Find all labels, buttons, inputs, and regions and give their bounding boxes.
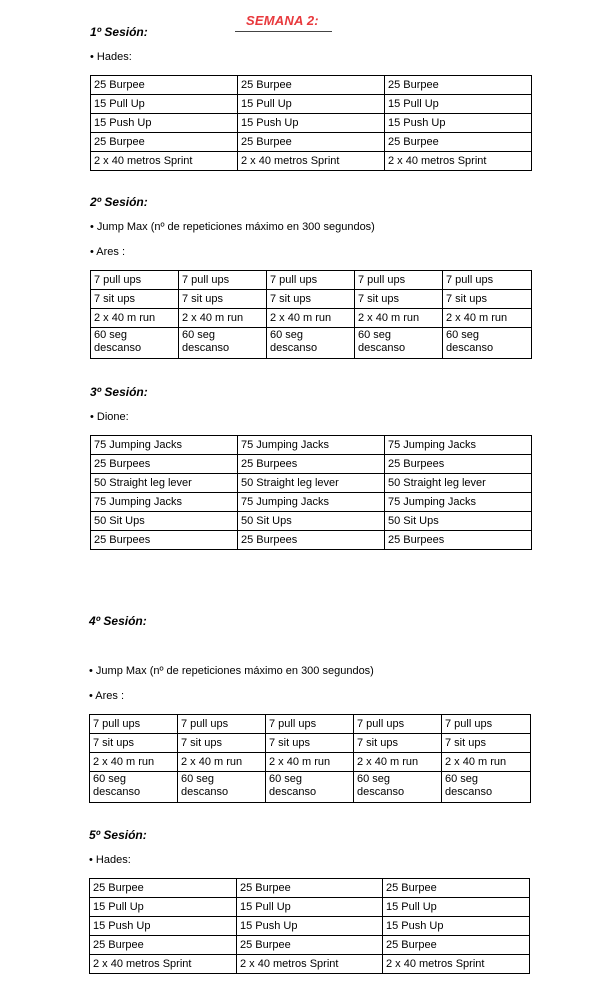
table-row: [91, 436, 532, 455]
table-cell: 7 pull ups: [354, 715, 442, 734]
table-cell: 2 x 40 m run: [90, 753, 178, 772]
table-cell: 60 seg descanso: [178, 772, 266, 803]
session-4-table-body: [90, 715, 531, 803]
session-1-heading: 1º Sesión:: [90, 25, 148, 39]
session-4-table: [89, 714, 531, 803]
table-cell: 7 pull ups: [443, 271, 532, 290]
session-2-heading: 2º Sesión:: [90, 195, 148, 209]
table-row: [90, 734, 531, 753]
table-cell: 60 seg descanso: [267, 328, 355, 359]
table-cell: 15 Push Up: [90, 917, 237, 936]
table-cell: 60 seg descanso: [90, 772, 178, 803]
table-cell: 15 Pull Up: [385, 95, 532, 114]
table-row: [91, 152, 532, 171]
table-cell: 7 sit ups: [267, 290, 355, 309]
table-cell: 15 Pull Up: [90, 898, 237, 917]
table-cell: 50 Sit Ups: [91, 512, 238, 531]
table-cell: 7 pull ups: [90, 715, 178, 734]
table-row: [90, 772, 531, 803]
table-cell: 50 Straight leg lever: [385, 474, 532, 493]
table-cell: 15 Push Up: [91, 114, 238, 133]
table-cell: 75 Jumping Jacks: [238, 493, 385, 512]
table-cell: 7 pull ups: [178, 715, 266, 734]
table-cell: 50 Sit Ups: [385, 512, 532, 531]
session-5-table-body: [90, 879, 530, 974]
table-cell: 2 x 40 m run: [443, 309, 532, 328]
table-cell: 75 Jumping Jacks: [238, 436, 385, 455]
table-row: [91, 309, 532, 328]
session-3-heading: 3º Sesión:: [90, 385, 148, 399]
table-cell: 2 x 40 metros Sprint: [90, 955, 237, 974]
table-cell: 7 sit ups: [91, 290, 179, 309]
table-cell: 7 pull ups: [179, 271, 267, 290]
session-5-heading: 5º Sesión:: [89, 828, 147, 842]
table-cell: 25 Burpee: [90, 879, 237, 898]
table-cell: 25 Burpee: [90, 936, 237, 955]
table-row: [91, 493, 532, 512]
table-cell: 25 Burpees: [238, 455, 385, 474]
table-row: [91, 133, 532, 152]
table-cell: 2 x 40 metros Sprint: [237, 955, 383, 974]
table-cell: 25 Burpee: [237, 879, 383, 898]
table-cell: 15 Pull Up: [237, 898, 383, 917]
table-cell: 7 sit ups: [179, 290, 267, 309]
table-row: [91, 328, 532, 359]
table-cell: 7 sit ups: [178, 734, 266, 753]
table-cell: 2 x 40 m run: [354, 753, 442, 772]
table-row: [90, 715, 531, 734]
session-2-table: [90, 270, 532, 359]
table-cell: 7 pull ups: [355, 271, 443, 290]
table-cell: 2 x 40 metros Sprint: [238, 152, 385, 171]
table-cell: 25 Burpee: [383, 936, 530, 955]
table-cell: 25 Burpees: [385, 455, 532, 474]
table-cell: 60 seg descanso: [443, 328, 532, 359]
table-cell: 60 seg descanso: [442, 772, 531, 803]
session-2-jump-max-line: • Jump Max (nº de repeticiones máximo en 300 segundos): [90, 221, 375, 233]
table-row: [90, 898, 530, 917]
table-cell: 2 x 40 m run: [179, 309, 267, 328]
table-row: [91, 76, 532, 95]
page-title: SEMANA 2:: [246, 13, 319, 28]
table-row: [90, 936, 530, 955]
session-5-workout-name: • Hades:: [89, 854, 131, 866]
table-cell: 7 pull ups: [267, 271, 355, 290]
table-cell: 15 Push Up: [385, 114, 532, 133]
table-row: [91, 512, 532, 531]
session-1-table: [90, 75, 532, 171]
table-cell: 15 Pull Up: [238, 95, 385, 114]
table-cell: 15 Pull Up: [91, 95, 238, 114]
table-cell: 25 Burpees: [238, 531, 385, 550]
table-cell: 15 Push Up: [237, 917, 383, 936]
table-cell: 60 seg descanso: [266, 772, 354, 803]
table-cell: 25 Burpee: [385, 76, 532, 95]
table-row: [91, 531, 532, 550]
table-cell: 25 Burpee: [237, 936, 383, 955]
table-cell: 2 x 40 m run: [178, 753, 266, 772]
session-3-table-body: [91, 436, 532, 550]
table-cell: 7 sit ups: [442, 734, 531, 753]
table-cell: 25 Burpees: [91, 531, 238, 550]
table-cell: 2 x 40 m run: [442, 753, 531, 772]
table-cell: 25 Burpee: [383, 879, 530, 898]
table-cell: 60 seg descanso: [91, 328, 179, 359]
table-cell: 75 Jumping Jacks: [91, 493, 238, 512]
table-cell: 25 Burpees: [385, 531, 532, 550]
table-cell: 25 Burpees: [91, 455, 238, 474]
table-row: [91, 474, 532, 493]
table-row: [90, 955, 530, 974]
table-cell: 7 sit ups: [355, 290, 443, 309]
table-cell: 75 Jumping Jacks: [91, 436, 238, 455]
title-underline: [235, 31, 332, 32]
table-cell: 7 sit ups: [443, 290, 532, 309]
table-row: [91, 95, 532, 114]
session-2-workout-name: • Ares :: [90, 246, 126, 258]
table-cell: 25 Burpee: [91, 76, 238, 95]
table-cell: 2 x 40 metros Sprint: [383, 955, 530, 974]
table-row: [90, 917, 530, 936]
table-cell: 15 Push Up: [238, 114, 385, 133]
table-cell: 15 Push Up: [383, 917, 530, 936]
table-cell: 7 sit ups: [266, 734, 354, 753]
table-cell: 7 sit ups: [354, 734, 442, 753]
session-1-workout-name: • Hades:: [90, 51, 132, 63]
session-4-heading: 4º Sesión:: [89, 614, 147, 628]
session-3-table: [90, 435, 532, 550]
session-5-table: [89, 878, 530, 974]
table-cell: 7 sit ups: [90, 734, 178, 753]
table-row: [91, 271, 532, 290]
table-cell: 50 Sit Ups: [238, 512, 385, 531]
session-4-workout-name: • Ares :: [89, 690, 125, 702]
table-cell: 2 x 40 metros Sprint: [385, 152, 532, 171]
session-2-table-body: [91, 271, 532, 359]
table-row: [91, 114, 532, 133]
table-cell: 2 x 40 m run: [355, 309, 443, 328]
session-1-table-body: [91, 76, 532, 171]
table-cell: 25 Burpee: [238, 133, 385, 152]
table-row: [91, 290, 532, 309]
table-row: [90, 753, 531, 772]
session-4-jump-max-line: • Jump Max (nº de repeticiones máximo en 300 segundos): [89, 665, 374, 677]
table-cell: 7 pull ups: [266, 715, 354, 734]
table-cell: 2 x 40 m run: [266, 753, 354, 772]
table-cell: 60 seg descanso: [355, 328, 443, 359]
table-cell: 50 Straight leg lever: [238, 474, 385, 493]
table-cell: 2 x 40 m run: [267, 309, 355, 328]
table-cell: 2 x 40 m run: [91, 309, 179, 328]
table-row: [90, 879, 530, 898]
table-cell: 2 x 40 metros Sprint: [91, 152, 238, 171]
table-cell: 7 pull ups: [91, 271, 179, 290]
table-cell: 25 Burpee: [91, 133, 238, 152]
table-cell: 25 Burpee: [385, 133, 532, 152]
table-cell: 7 pull ups: [442, 715, 531, 734]
table-cell: 25 Burpee: [238, 76, 385, 95]
table-cell: 75 Jumping Jacks: [385, 436, 532, 455]
table-row: [91, 455, 532, 474]
table-cell: 60 seg descanso: [179, 328, 267, 359]
table-cell: 75 Jumping Jacks: [385, 493, 532, 512]
table-cell: 60 seg descanso: [354, 772, 442, 803]
table-cell: 15 Pull Up: [383, 898, 530, 917]
table-cell: 50 Straight leg lever: [91, 474, 238, 493]
session-3-workout-name: • Dione:: [90, 411, 129, 423]
